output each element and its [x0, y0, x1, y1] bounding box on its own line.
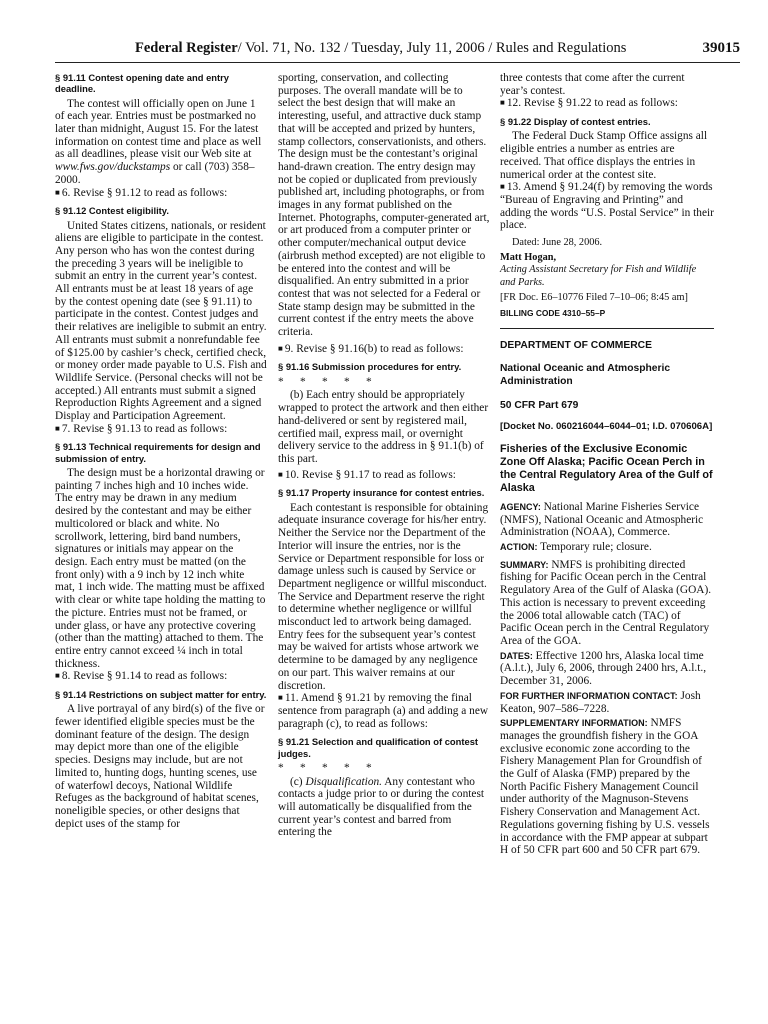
field-label: FOR FURTHER INFORMATION CONTACT: [500, 690, 678, 701]
section-heading: § 91.21 Selection and qualification of contest judges. [278, 736, 479, 759]
amendatory-instruction [55, 187, 267, 200]
field-text: Effective 1200 hrs, Alaska local time (A.l.t.), July 6, 2006, through 2400 hrs, A.l.t., December 31, 2006. [500, 649, 707, 688]
section-body: United States citizens, nationals, or resident aliens are eligible to participate in the contest. Any person who has won the contest during the preceding 3 years will be ineligible to submit an entry in the current year’s contest. All entrants must be at least 18 years of age by the contest opening date (see § 91.11) to participate in the contest. Contest judges and their relatives are ineligible to submit an entry. All entrants must submit a nonrefundable fee of $125.00 by cashier’s check, certified check, or money order made payable to U.S. Fish and Wildlife Service. (Personal checks will not be accepted.) All entrants must submit a signed Reproduction Rights Agreement and a signed Display and Participation Agreement. [55, 219, 267, 423]
instruction-text: 7. Revise § 91.13 to read as follows: [61, 422, 228, 435]
field-text: NMFS manages the groundfish fishery in the GOA exclusive economic zone according to the Fishery Management Plan for Groundfish of the Gulf of Alaska (FMP) prepared by the North Pacific Fishery Management Council under authority of the Magnuson-Stevens Fishery Conservation and Management Act. Regulations governing fishing by U.S. vessels in accordance with the FMP appear at subpart H of 50 CFR part 600 and 50 CFR part 679. [500, 717, 710, 857]
column-2 [278, 72, 490, 839]
summary-field [500, 559, 714, 648]
column-1 [55, 72, 267, 830]
agency-field [500, 501, 714, 539]
dates-field [500, 650, 714, 688]
field-label: ACTION: [500, 542, 538, 553]
instruction-text: 6. Revise § 91.12 to read as follows: [61, 186, 228, 199]
section-body: A live portrayal of any bird(s) of the five or fewer identified eligible species must be the dominant feature of the design. The design may depict more than one of the eligible species. Designs may include, but are not limited to, hunting dogs, hunting scenes, use of waterfowl decoys, National Wildlife Refuges as the background of habitat scenes, noneligible species, or other designs that depict uses of the stamp for [55, 703, 265, 830]
section-body [55, 98, 267, 187]
section-heading: § 91.11 Contest opening date and entry deadline. [55, 72, 229, 95]
section-body-continued: three contests that come after the current year’s contest. [500, 72, 685, 97]
omission-stars: * * * * * [278, 761, 372, 774]
signer-name: Matt Hogan, [500, 251, 557, 263]
field-label: DATES: [500, 650, 533, 661]
running-head [135, 40, 626, 57]
agency-name: National Oceanic and Atmospheric Administration [500, 363, 671, 388]
website-link[interactable]: www.fws.gov/duckstamps [55, 161, 171, 174]
amendatory-instruction [500, 181, 714, 232]
instruction-text: 11. Amend § 91.21 by removing the final sentence from paragraph (a) and adding a new paragraph (c), to read as follows: [278, 692, 489, 730]
page-header [55, 40, 740, 63]
amendatory-instruction [500, 97, 714, 110]
field-text: National Marine Fisheries Service (NMFS), National Oceanic and Atmospheric Administration (NOAA), Commerce. [500, 500, 704, 539]
department-name: DEPARTMENT OF COMMERCE [500, 340, 652, 352]
instruction-text: 13. Amend § 91.24(f) by removing the words “Bureau of Engraving and Printing” and adding the words “U.S. Postal Service” in their place. [500, 181, 714, 232]
field-label: SUMMARY: [500, 559, 549, 570]
page-number: 39015 [702, 40, 740, 56]
billing-code: BILLING CODE 4310–55–P [500, 307, 606, 318]
field-text: Temporary rule; closure. [537, 541, 652, 554]
journal-name: Federal Register [135, 40, 238, 56]
fr-doc-line: [FR Doc. E6–10776 Filed 7–10–06; 8:45 am] [500, 291, 688, 303]
section-body: Each contestant is responsible for obtaining adequate insurance coverage for his/her entry. Neither the Service nor the Department of the Interior will insure the entries, nor is the Service or Department responsible for loss or damage unless such is caused by Service or Department negligence or willful misconduct. The Service and Department reserve the right to determine whether negligence or willful misconduct led to artwork being damaged. Entry fees for the subsequent year’s contest may be waived for artists whose artwork we determine to be damaged by any negligence on our part. This waiver remains at our discretion. [278, 501, 489, 692]
amendatory-instruction [55, 670, 267, 683]
section-divider [500, 328, 714, 329]
square-bullet-icon: ■ [278, 469, 283, 479]
amendatory-instruction [278, 469, 490, 482]
body-text: Any contestant who contacts a judge prior to or during the contest will automatically be disqualified from the current year’s contest and barred from entering the [278, 775, 485, 839]
contact-field [500, 690, 714, 715]
amendatory-instruction [55, 423, 267, 436]
document-title: Fisheries of the Exclusive Economic Zone Off Alaska; Pacific Ocean Perch in the Central Regulatory Area of the Gulf of Alaska [500, 442, 713, 494]
amendatory-instruction [278, 692, 490, 730]
square-bullet-icon: ■ [278, 693, 283, 703]
docket-number: [Docket No. 060216044–6044–01; I.D. 070606A] [500, 420, 713, 432]
instruction-text: 10. Revise § 91.17 to read as follows: [284, 468, 456, 481]
square-bullet-icon: ■ [55, 187, 60, 197]
instruction-text: 9. Revise § 91.16(b) to read as follows: [284, 342, 464, 355]
instruction-text: 8. Revise § 91.14 to read as follows: [61, 670, 228, 683]
section-body: (b) Each entry should be appropriately wrapped to protect the artwork and then either hand-delivered or sent by registered mail, certified mail, express mail, or overnight delivery service to the address in § 91.1(b) of this part. [278, 389, 489, 465]
field-text: NMFS is prohibiting directed fishing for Pacific Ocean perch in the Central Regulatory Area of the Gulf of Alaska (GOA). This action is necessary to prevent exceeding the 2006 total allowable catch (TAC) of Pacific Ocean perch in the Central Regulatory Area of the GOA. [500, 558, 712, 647]
section-heading: § 91.14 Restrictions on subject matter for entry. [55, 689, 267, 701]
supplementary-field [500, 717, 714, 857]
square-bullet-icon: ■ [55, 423, 60, 433]
section-heading: § 91.13 Technical requirements for design and submission of entry. [55, 441, 261, 464]
column-3 [500, 72, 714, 859]
action-field [500, 541, 714, 554]
section-heading: § 91.17 Property insurance for contest entries. [278, 487, 485, 499]
field-label: SUPPLEMENTARY INFORMATION: [500, 718, 648, 729]
section-body-continued: sporting, conservation, and collecting purposes. The overall mandate will be to select the best design that will make an interesting, useful, and attractive duck stamp that will be accepted and prized by hunters, stamp collectors, conservationists, and others. The design must be the contestant’s original hand-drawn creation. The entry design may not be copied or duplicated from previously published art, including photographs, or from images in any format published on the Internet. Photographs, computer-generated art, or art produced from a computer printer or other computer/mechanical output device (airbrush method excepted) are not eligible to be entered into the contest and will be disqualified. An entry submitted in a prior contest that was not selected for a Federal or State stamp design may be submitted in the current contest if the entry meets the above criteria. [278, 72, 490, 339]
body-text: or call (703) 358–2000. [55, 161, 255, 186]
section-body: The design must be a horizontal drawing or painting 7 inches high and 10 inches wide. The entry may be drawn in any medium desired by the contestant and may be either multicolored or black and white. No scrollwork, lettering, bird band numbers, signatures or initials may appear on the design. Each entry must be matted (on the front only) with a 9 inch by 12 inch white mat, 1 inch wide. The matting must be affixed with clear or white tape holding the matting to the picture. Entries must not be framed, or under glass, or have any protective covering (other than the matting) attached to them. The entire entry cannot exceed ¼ inch in total thickness. [55, 467, 266, 670]
section-body [278, 776, 490, 840]
omission-stars: * * * * * [278, 375, 372, 388]
square-bullet-icon: ■ [500, 98, 505, 108]
field-label: AGENCY: [500, 501, 541, 512]
section-body: The Federal Duck Stamp Office assigns all eligible entries a number as entries are received. That office displays the entries in numerical order at the contest site. [500, 130, 708, 181]
instruction-text: 12. Revise § 91.22 to read as follows: [506, 97, 678, 110]
paragraph-label: (c) [290, 775, 306, 788]
cfr-part: 50 CFR Part 679 [500, 400, 579, 412]
signer-title: Acting Assistant Secretary for Fish and Wildlife and Parks. [500, 264, 697, 289]
paragraph-heading: Disqualification. [305, 775, 383, 788]
body-text: The contest will officially open on June 1 of each year. Entries must be postmarked no later than midnight, August 15. For the latest information on contest time and place as well as all deadlines, please visit our Web site at [55, 97, 262, 161]
dated-line: Dated: June 28, 2006. [512, 237, 603, 249]
section-heading: § 91.16 Submission procedures for entry. [278, 361, 462, 373]
section-heading: § 91.22 Display of contest entries. [500, 116, 651, 128]
amendatory-instruction [278, 343, 490, 356]
square-bullet-icon: ■ [55, 671, 60, 681]
square-bullet-icon: ■ [500, 182, 505, 192]
square-bullet-icon: ■ [278, 343, 283, 353]
issue-info: / Vol. 71, No. 132 / Tuesday, July 11, 2006 / Rules and Regulations [237, 40, 627, 56]
field-text: Josh Keaton, 907–586–7228. [500, 689, 701, 715]
section-heading: § 91.12 Contest eligibility. [55, 205, 169, 217]
